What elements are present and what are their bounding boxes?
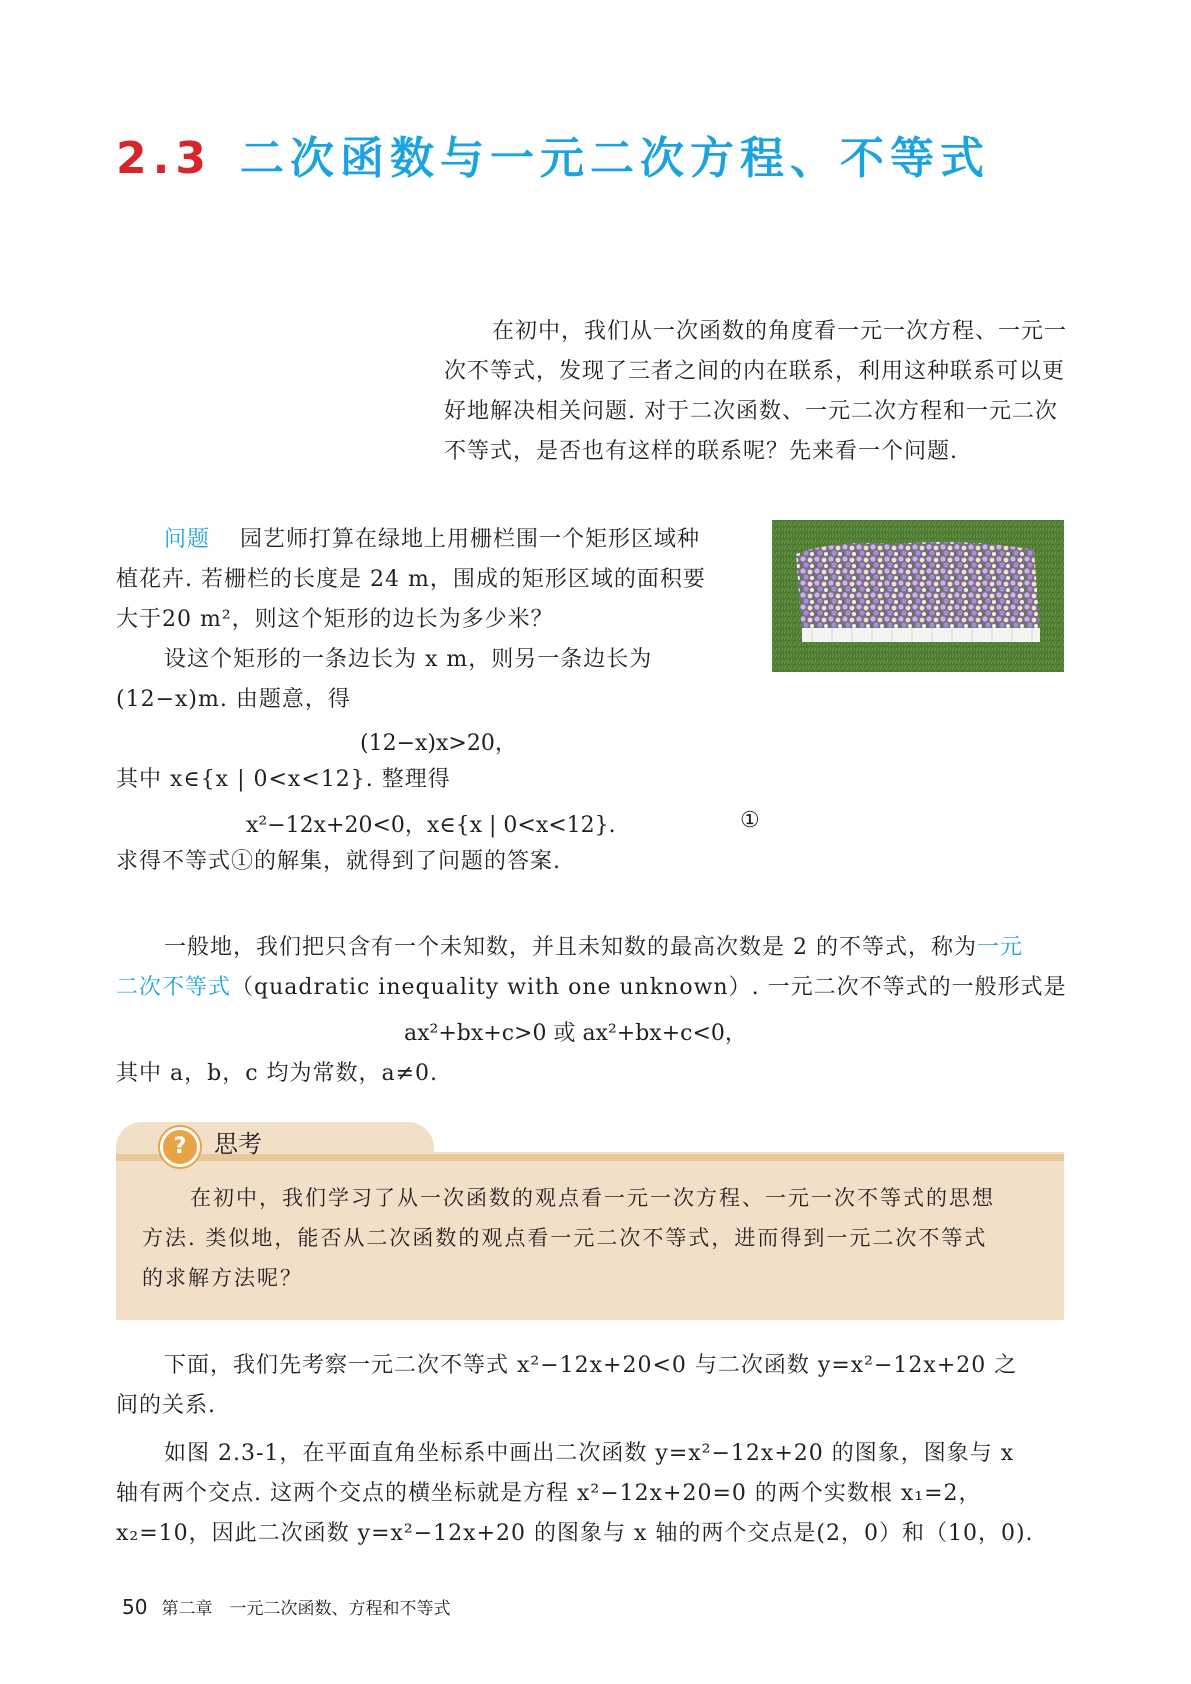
problem-line [116,520,756,560]
definition-term: 一元 [977,935,1024,960]
think-text [142,1178,995,1298]
intro-line: 在初中，我们从一次函数的角度看一元一次方程、一元一 [492,319,1068,344]
body-line: 间的关系. [116,1393,216,1418]
section-number: 2.3 [116,133,212,184]
problem-text: 园艺师打算在绿地上用栅栏围一个矩形区域种 [240,527,701,552]
problem-line: (12−x)m. 由题意，得 [116,687,351,712]
definition-line [116,968,1067,1008]
intro-line: 不等式，是否也有这样的联系呢？先来看一个问题. [444,439,958,464]
formula-inequality: (12−x)x>20， [360,731,517,756]
definition-text: （quadratic inequality with one unknown）. 一元二次不等式的一般形式是 [231,975,1067,1000]
problem-block [116,520,756,720]
problem-line: 大于20 m²，则这个矩形的边长为多少米？ [116,607,554,632]
question-icon: ? [160,1127,200,1167]
flower-bed-image [772,520,1064,672]
intro-paragraph [444,312,1067,472]
body-paragraph-1 [116,1346,1017,1426]
problem-line: 其中 x∈{x | 0<x<12}. 整理得 [116,767,451,792]
body-paragraph-2 [116,1434,1034,1554]
problem-label: 问题 [164,527,211,552]
problem-line: 设这个矩形的一条边长为 x m，则另一条边长为 [164,647,653,672]
intro-line: 次不等式，发现了三者之间的内在联系，利用这种联系可以更 [444,359,1066,384]
definition-term: 二次不等式 [116,975,232,1000]
chapter-title: 第二章 一元二次函数、方程和不等式 [161,1599,451,1619]
body-line: 轴有两个交点. 这两个交点的横坐标就是方程 x²−12x+20=0 的两个实数根 x₁=2， [116,1481,982,1506]
think-title: 思考 [214,1130,262,1158]
think-line: 在初中，我们学习了从一次函数的观点看一元一次方程、一元一次不等式的思想 [190,1186,995,1210]
problem-conclusion: 求得不等式①的解集，就得到了问题的答案. [116,849,561,874]
definition-condition: 其中 a，b，c 均为常数，a≠0. [116,1061,439,1086]
think-line: 方法. 类似地，能否从二次函数的观点看一元二次不等式，进而得到一元二次不等式 [142,1226,988,1250]
page-footer [122,1594,450,1619]
intro-line: 好地解决相关问题. 对于二次函数、一元二次方程和一元二次 [444,399,1058,424]
formula-quadratic-inequality: x²−12x+20<0，x∈{x | 0<x<12}. [246,813,616,838]
body-line: 下面，我们先考察一元二次不等式 x²−12x+20<0 与二次函数 y=x²−12x+20 之 [164,1353,1018,1378]
body-line: 如图 2.3-1，在平面直角坐标系中画出二次函数 y=x²−12x+20 的图象，图象与 x [164,1441,1015,1466]
definition-line [116,928,1067,968]
definition-block [116,928,1067,1008]
formula-general-form: ax²+bx+c>0 或 ax²+bx+c<0， [404,1021,747,1046]
body-line: x₂=10，因此二次函数 y=x²−12x+20 的图象与 x 轴的两个交点是(2，0）和（10，0). [116,1521,1034,1546]
section-title [116,122,990,186]
formula-tag: ① [740,808,760,833]
section-title-text: 二次函数与一元二次方程、不等式 [239,133,990,184]
definition-text: 一般地，我们把只含有一个未知数，并且未知数的最高次数是 2 的不等式，称为 [164,935,977,960]
flower-bed-photo [772,520,1064,672]
think-line: 的求解方法呢？ [142,1266,303,1290]
page-number: 50 [122,1595,148,1619]
problem-line: 植花卉. 若栅栏的长度是 24 m，围成的矩形区域的面积要 [116,567,706,592]
